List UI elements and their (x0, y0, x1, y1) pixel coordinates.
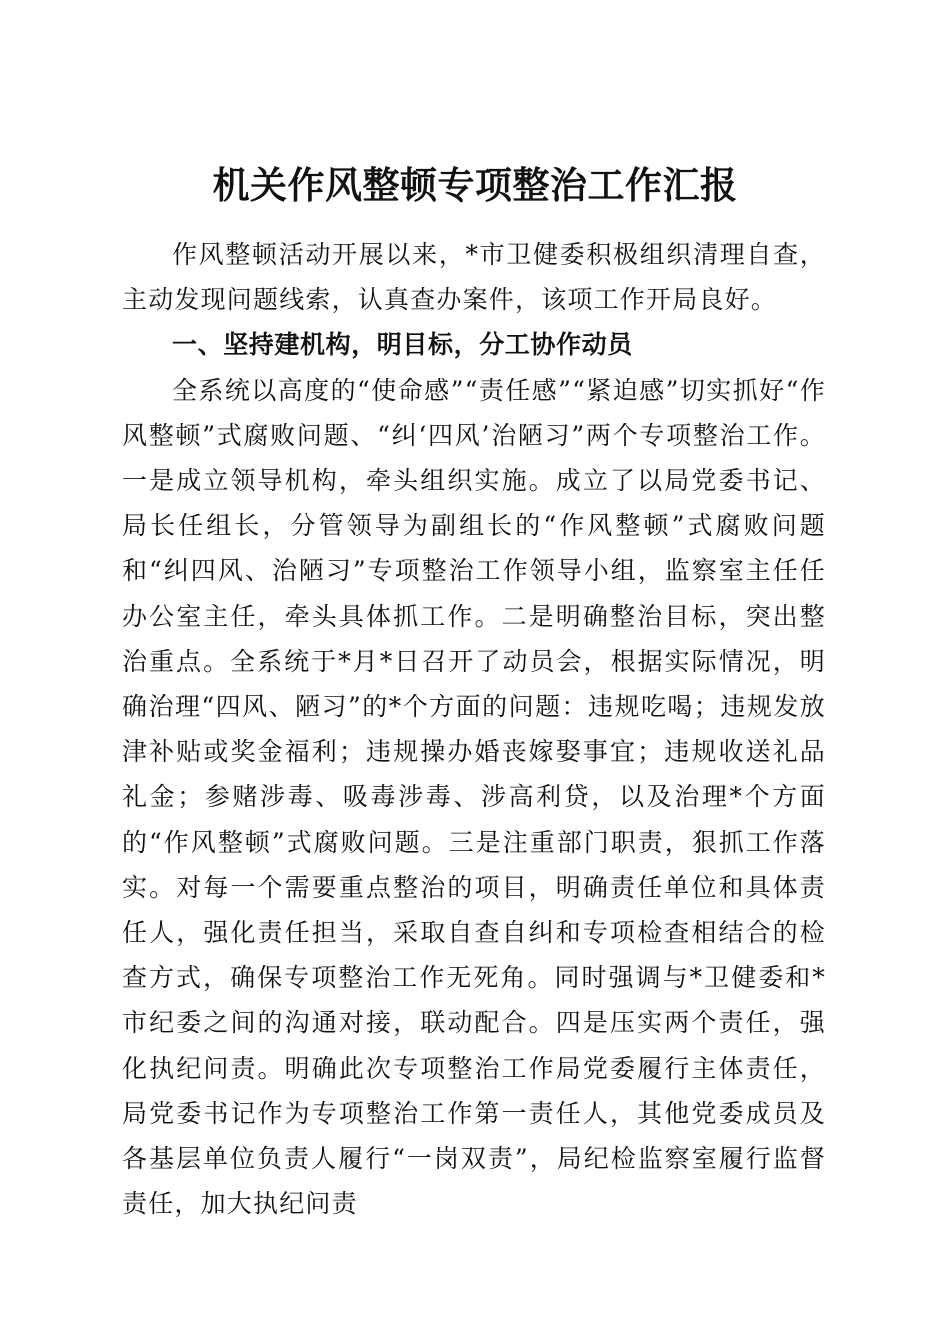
section-1-paragraph: 全系统以高度的“使命感”“责任感”“紧迫感”切实抓好“作风整顿”式腐败问题、“纠‘四风’治陋习”两个专项整治工作。一是成立领导机构，牵头组织实施。成立了以局党委书记、局长任组长，分管领导为副组长的“作风整顿”式腐败问题和“纠四风、治陋习”专项整治工作领导小组，监察室主任任办公室主任，牵头具体抓工作。二是明确整治目标，突出整治重点。全系统于*月*日召开了动员会，根据实际情况，明确治理“四风、陋习”的*个方面的问题：违规吃喝；违规发放津补贴或奖金福利；违规操办婚丧嫁娶事宜；违规收送礼品礼金；参赌涉毒、吸毒涉毒、涉高利贷，以及治理*个方面的“作风整顿”式腐败问题。三是注重部门职责，狠抓工作落实。对每一个需要重点整治的项目，明确责任单位和具体责任人，强化责任担当，采取自查自纠和专项检查相结合的检查方式，确保专项整治工作无死角。同时强调与*卫健委和*市纪委之间的沟通对接，联动配合。四是压实两个责任，强化执纪问责。明确此次专项整治工作局党委履行主体责任，局党委书记作为专项整治工作第一责任人，其他党委成员及各基层单位负责人履行“一岗双责”，局纪检监察室履行监督责任，加大执纪问责 (122, 375, 826, 1219)
intro-paragraph: 作风整顿活动开展以来，*市卫健委积极组织清理自查，主动发现问题线索，认真查办案件，该项工作开局良好。 (122, 240, 826, 315)
document-body (122, 232, 826, 1226)
section-heading-1: 一、坚持建机构，明目标，分工协作动员 (172, 330, 633, 360)
document-title: 机关作风整顿专项整治工作汇报 (212, 162, 738, 207)
